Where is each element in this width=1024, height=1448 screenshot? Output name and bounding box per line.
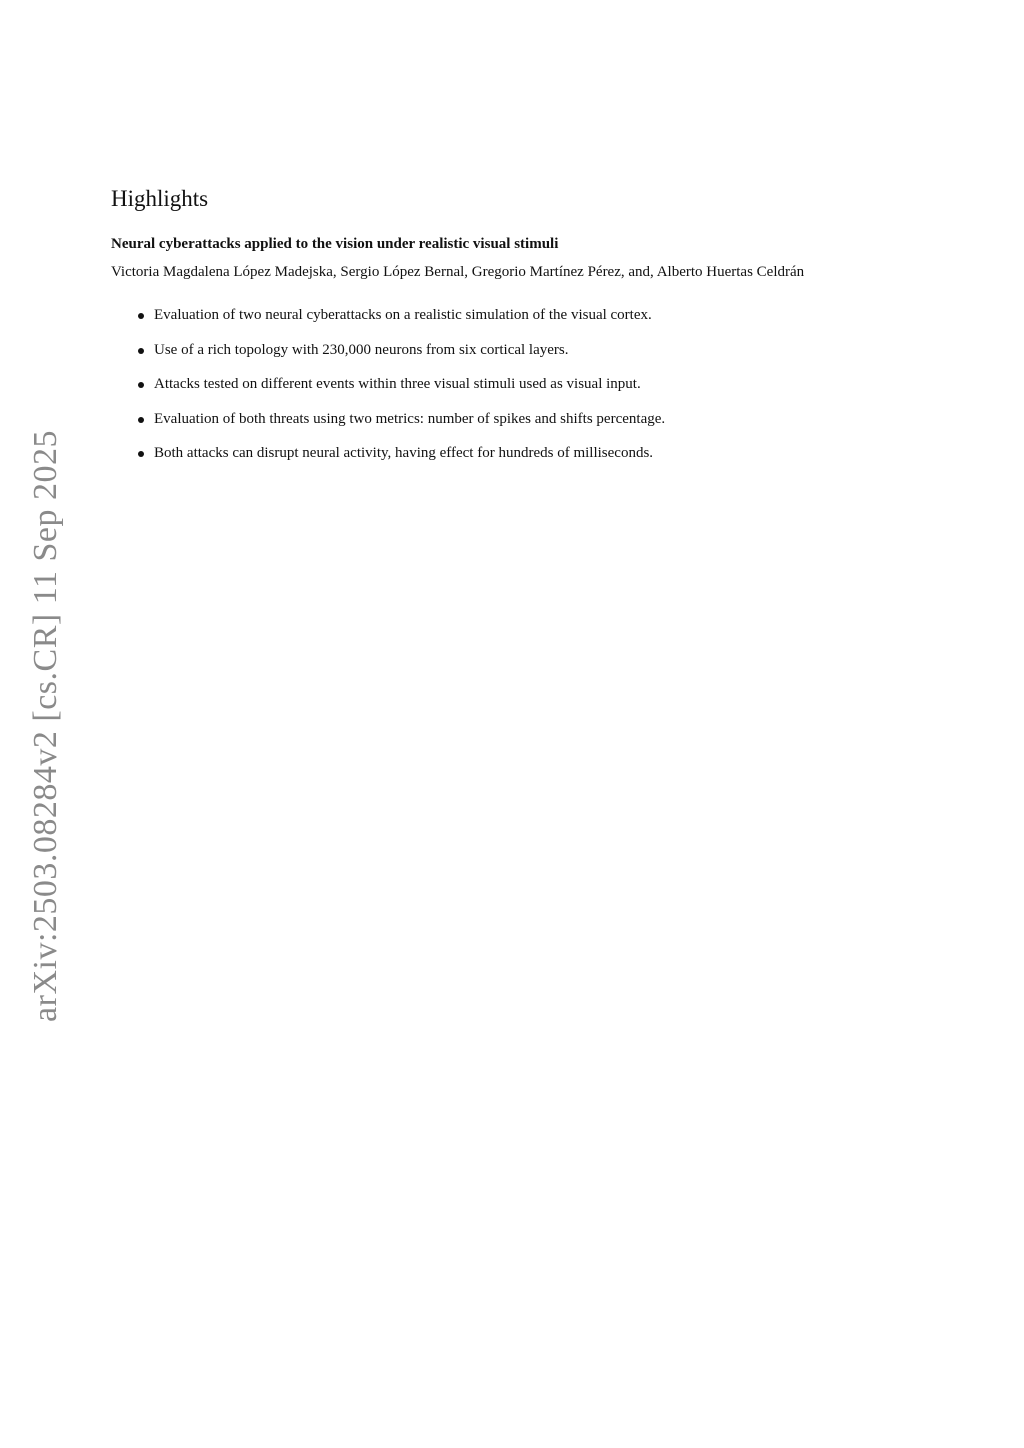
highlight-text: Use of a rich topology with 230,000 neurons from six cortical layers. bbox=[154, 341, 569, 358]
highlight-item bbox=[111, 374, 971, 394]
bullet-icon bbox=[138, 451, 144, 457]
highlight-item bbox=[111, 443, 971, 463]
highlight-item bbox=[111, 409, 971, 429]
bullet-icon bbox=[138, 382, 144, 388]
highlights-list bbox=[111, 305, 971, 463]
highlights-section bbox=[111, 184, 971, 478]
arxiv-identifier: arXiv:2503.08284v2 [cs.CR] 11 Sep 2025 bbox=[27, 430, 64, 1022]
bullet-icon bbox=[138, 417, 144, 423]
bullet-icon bbox=[138, 313, 144, 319]
highlight-text: Evaluation of both threats using two metrics: number of spikes and shifts percentage. bbox=[154, 410, 666, 427]
highlight-item bbox=[111, 305, 971, 325]
section-heading: Highlights bbox=[111, 186, 209, 211]
bullet-icon bbox=[138, 348, 144, 354]
highlight-item bbox=[111, 340, 971, 360]
highlight-text: Both attacks can disrupt neural activity, having effect for hundreds of milliseconds. bbox=[154, 445, 654, 461]
highlight-text: Evaluation of two neural cyberattacks on a realistic simulation of the visual cortex. bbox=[154, 307, 652, 323]
author-list: Victoria Magdalena López Madejska, Sergio López Bernal, Gregorio Martínez Pérez, and, Alberto Huertas Celdrán bbox=[111, 264, 805, 280]
paper-title: Neural cyberattacks applied to the vision under realistic visual stimuli bbox=[111, 236, 559, 252]
highlight-text: Attacks tested on different events within three visual stimuli used as visual input. bbox=[154, 376, 641, 392]
arxiv-sidebar-stamp bbox=[0, 0, 100, 1448]
